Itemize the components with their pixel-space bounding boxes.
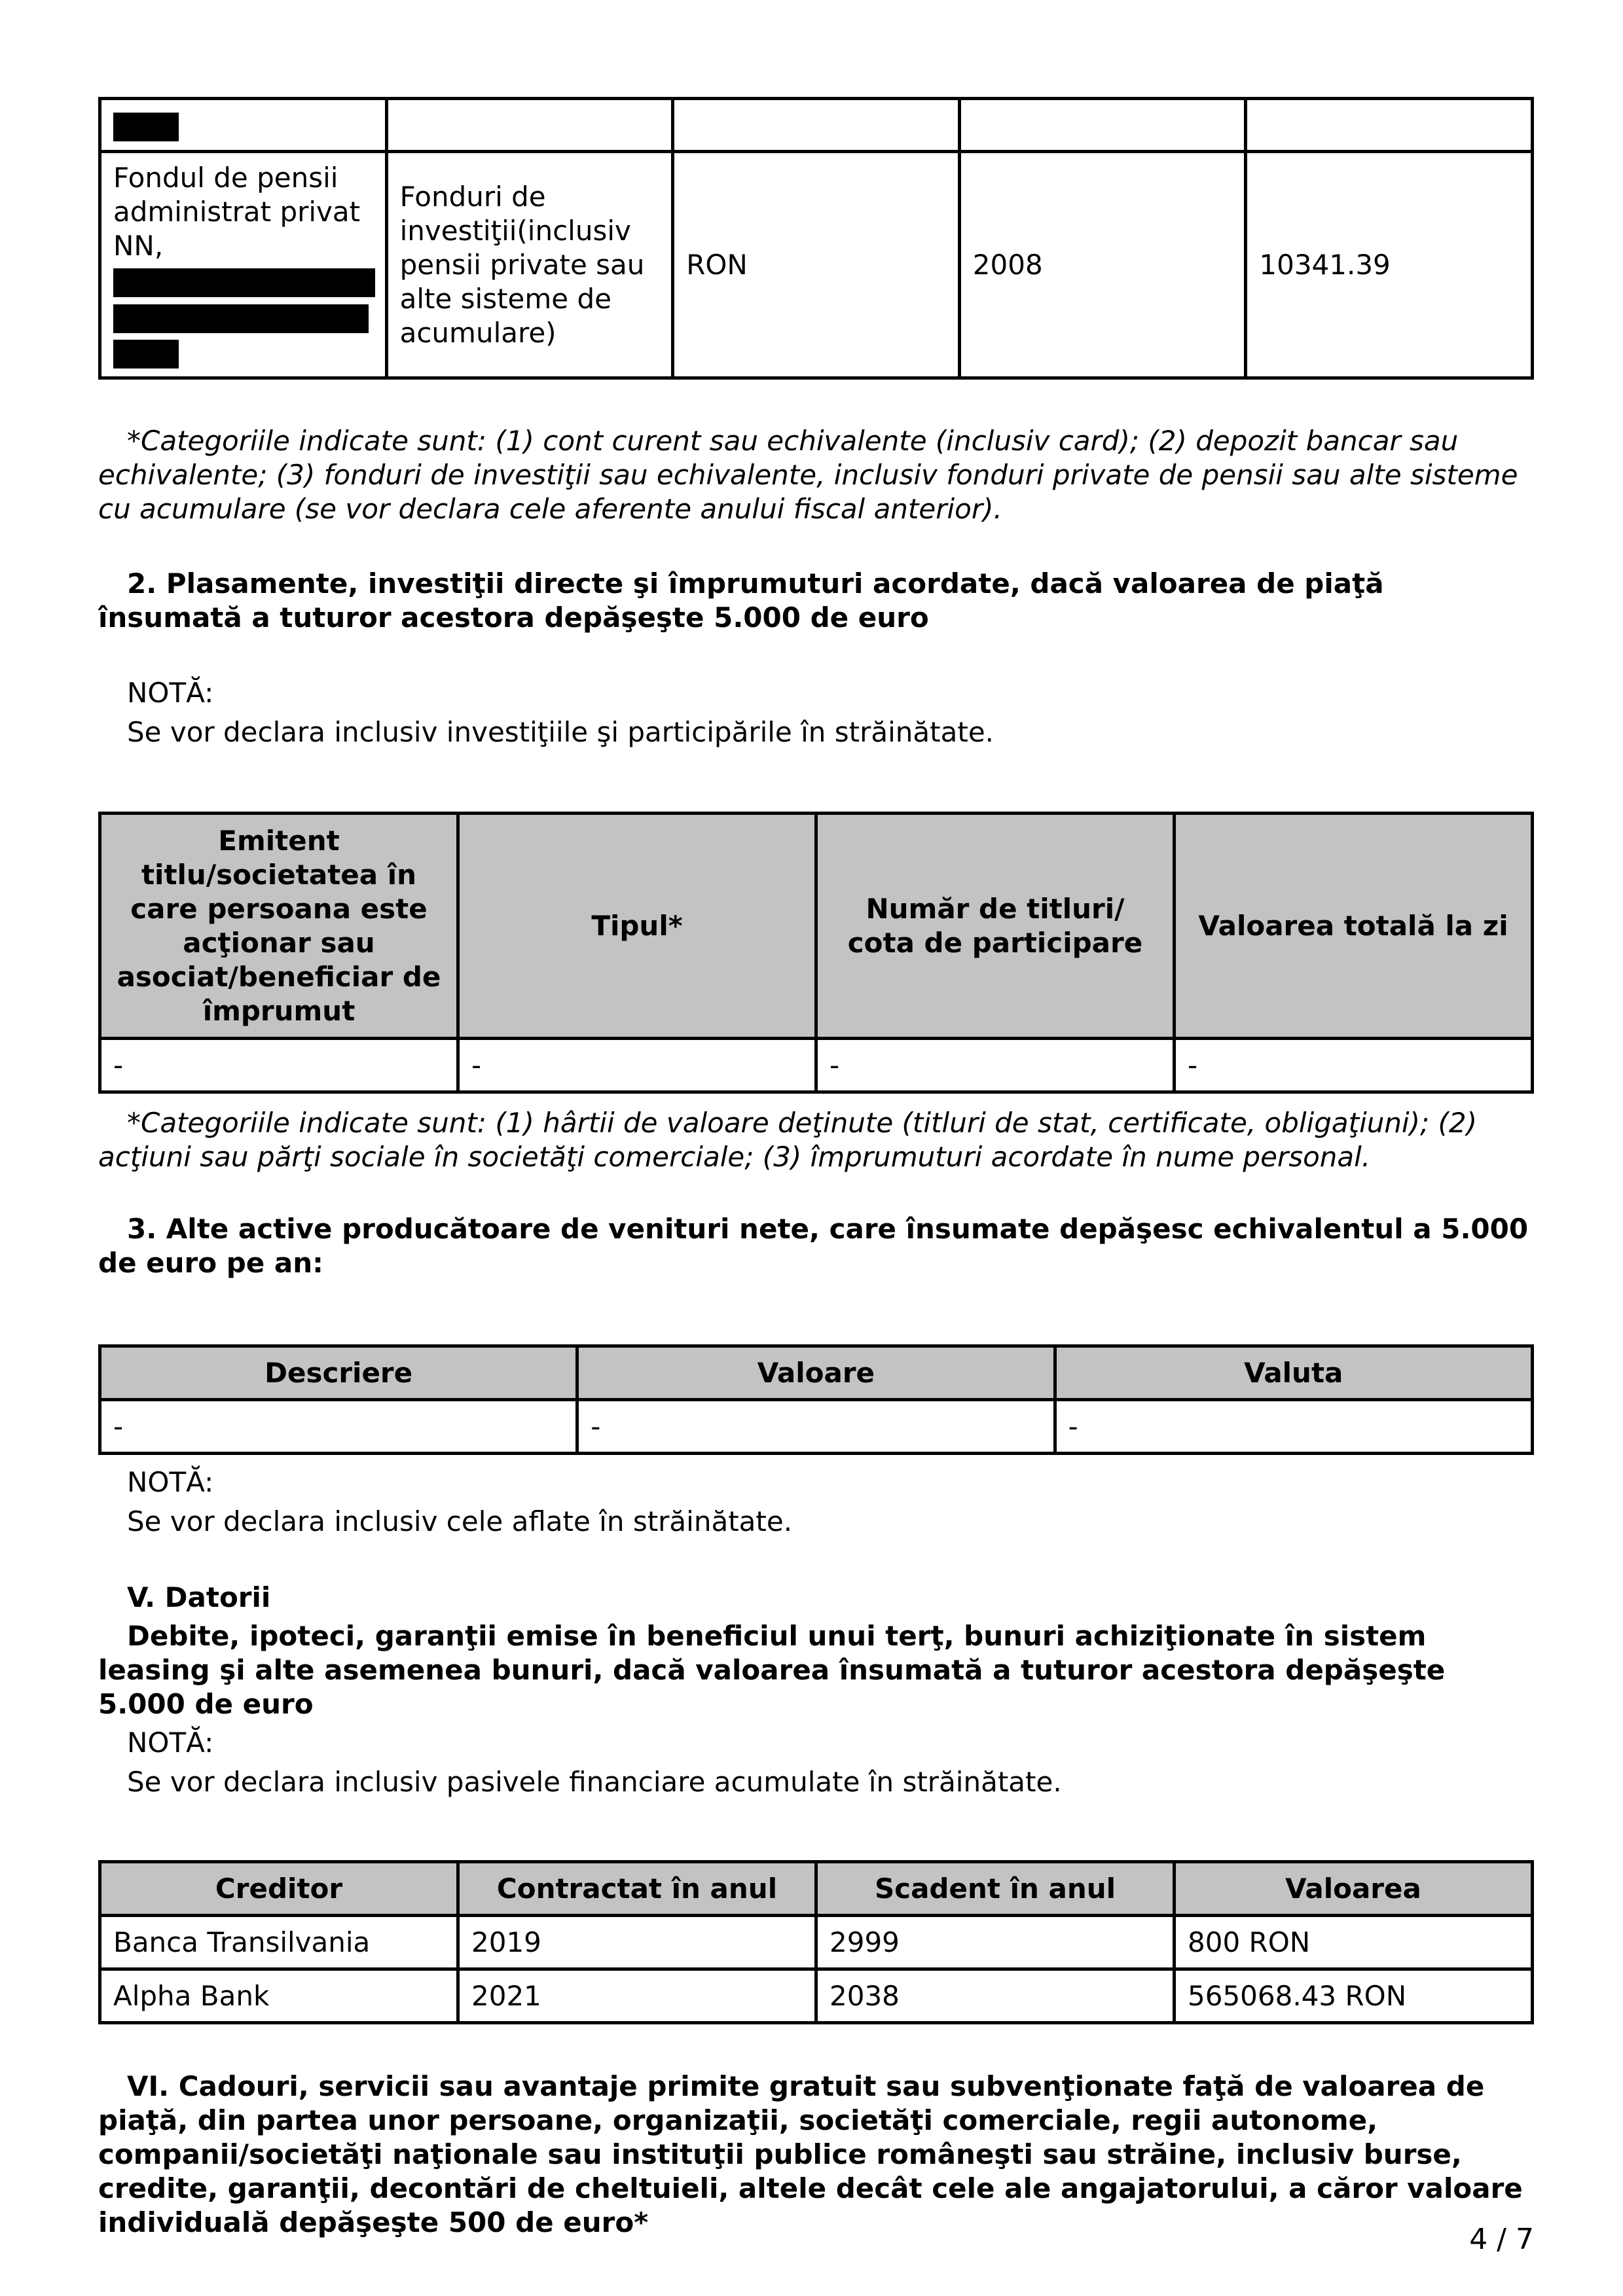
column-header: Descriere	[100, 1346, 577, 1400]
column-header: Emitent titlu/societatea în care persoana este acţionar sau asociat/beneficiar de împrumut	[100, 814, 458, 1039]
column-header: Valoarea totală la zi	[1175, 814, 1533, 1039]
column-header: Contractat în anul	[458, 1862, 816, 1916]
table-row	[100, 152, 1533, 378]
categories-note: *Categoriile indicate sunt: (1) hârtii de valoare deţinute (titluri de stat, certificate, obligaţiuni); (2) acţiuni sau părţi sociale în societăţi comerciale; (3) împrumuturi acordate în nume personal.	[98, 1107, 1478, 1173]
table-header-row	[100, 814, 1533, 1039]
column-header: Valoare	[577, 1346, 1055, 1400]
section-heading: VI. Cadouri, servicii sau avantaje primite gratuit sau subvenţionate faţă de valoarea de piaţă, din partea unor persoane, organizaţii, societăţi comerciale, regii autonome, companii/societăţi naţionale sau instituţii publice româneşti sau străine, inclusiv burse, credite, garanţii, decontări de cheltuieli, altele decât cele ale angajatorului, a căror valoare individuală depăşeşte 500 de euro*	[98, 2070, 1523, 2238]
nota-label: NOTĂ:	[127, 677, 214, 709]
investments-table	[98, 812, 1534, 1094]
section-title: V. Datorii	[127, 1581, 271, 1613]
column-header: Valuta	[1055, 1346, 1533, 1400]
table-cell: -	[100, 1039, 458, 1092]
redaction-block	[113, 113, 179, 141]
table-cell: -	[816, 1039, 1175, 1092]
table-cell	[1246, 99, 1533, 152]
redaction-block	[113, 340, 179, 368]
section-heading: 2. Plasamente, investiţii directe şi împrumuturi acordate, dacă valoarea de piaţă însumată a tuturor acestora depăşeşte 5.000 de euro	[98, 567, 1384, 634]
page-number: 4 / 7	[1469, 2223, 1534, 2256]
table-cell: Banca Transilvania	[100, 1916, 458, 1969]
categories-note: *Categoriile indicate sunt: (1) cont curent sau echivalente (inclusiv card); (2) depozit bancar sau echivalente; (3) fonduri de investiţii sau echivalente, inclusiv fonduri private de pensii sau alte sisteme cu acumulare (se vor declara cele aferente anului fiscal anterior).	[98, 425, 1518, 525]
table-cell: -	[100, 1400, 577, 1454]
nota-text: Se vor declara inclusiv pasivele financiare acumulate în străinătate.	[127, 1766, 1062, 1798]
nota-text: Se vor declara inclusiv investiţiile şi participările în străinătate.	[127, 716, 994, 748]
other-assets-table	[98, 1344, 1534, 1455]
table-cell: 2019	[458, 1916, 816, 1969]
section-heading: Debite, ipoteci, garanţii emise în beneficiul unui terţ, bunuri achiziţionate în sistem leasing şi alte asemenea bunuri, dacă valoarea însumată a tuturor acestora depăşeşte 5.000 de euro	[98, 1620, 1446, 1720]
table-cell	[100, 99, 387, 152]
accounts-table	[98, 97, 1534, 380]
redaction-block	[113, 304, 369, 333]
table-cell: 800 RON	[1175, 1916, 1533, 1969]
table-cell: 10341.39	[1246, 152, 1533, 378]
column-header: Scadent în anul	[816, 1862, 1175, 1916]
nota-text: Se vor declara inclusiv cele aflate în străinătate.	[127, 1505, 793, 1537]
section-heading: 3. Alte active producătoare de venituri nete, care însumate depăşesc echivalentul a 5.000 de euro pe an:	[98, 1213, 1529, 1279]
table-header-row	[100, 1862, 1533, 1916]
institution-name: Fondul de pensii administrat privat NN,	[113, 162, 361, 262]
table-cell: 565068.43 RON	[1175, 1969, 1533, 2023]
debts-table	[98, 1860, 1534, 2024]
table-row	[100, 1400, 1533, 1454]
table-row	[100, 1916, 1533, 1969]
column-header: Valoarea	[1175, 1862, 1533, 1916]
column-header: Tipul*	[458, 814, 816, 1039]
table-cell: Fonduri de investiţii(inclusiv pensii private sau alte sisteme de acumulare)	[386, 152, 673, 378]
table-cell: -	[577, 1400, 1055, 1454]
table-cell	[959, 99, 1246, 152]
table-row	[100, 99, 1533, 152]
nota-label: NOTĂ:	[127, 1466, 214, 1498]
table-row	[100, 1969, 1533, 2023]
table-cell: -	[458, 1039, 816, 1092]
redaction-block	[113, 268, 375, 297]
table-cell: 2008	[959, 152, 1246, 378]
nota-label: NOTĂ:	[127, 1727, 214, 1759]
table-row	[100, 1039, 1533, 1092]
table-cell: Alpha Bank	[100, 1969, 458, 2023]
table-cell: -	[1055, 1400, 1533, 1454]
table-cell: 2021	[458, 1969, 816, 2023]
table-header-row	[100, 1346, 1533, 1400]
table-cell	[673, 99, 960, 152]
table-cell: 2038	[816, 1969, 1175, 2023]
table-cell: RON	[673, 152, 960, 378]
table-cell	[386, 99, 673, 152]
table-cell: 2999	[816, 1916, 1175, 1969]
table-cell: -	[1175, 1039, 1533, 1092]
table-cell	[100, 152, 387, 378]
column-header: Creditor	[100, 1862, 458, 1916]
column-header: Număr de titluri/ cota de participare	[816, 814, 1175, 1039]
